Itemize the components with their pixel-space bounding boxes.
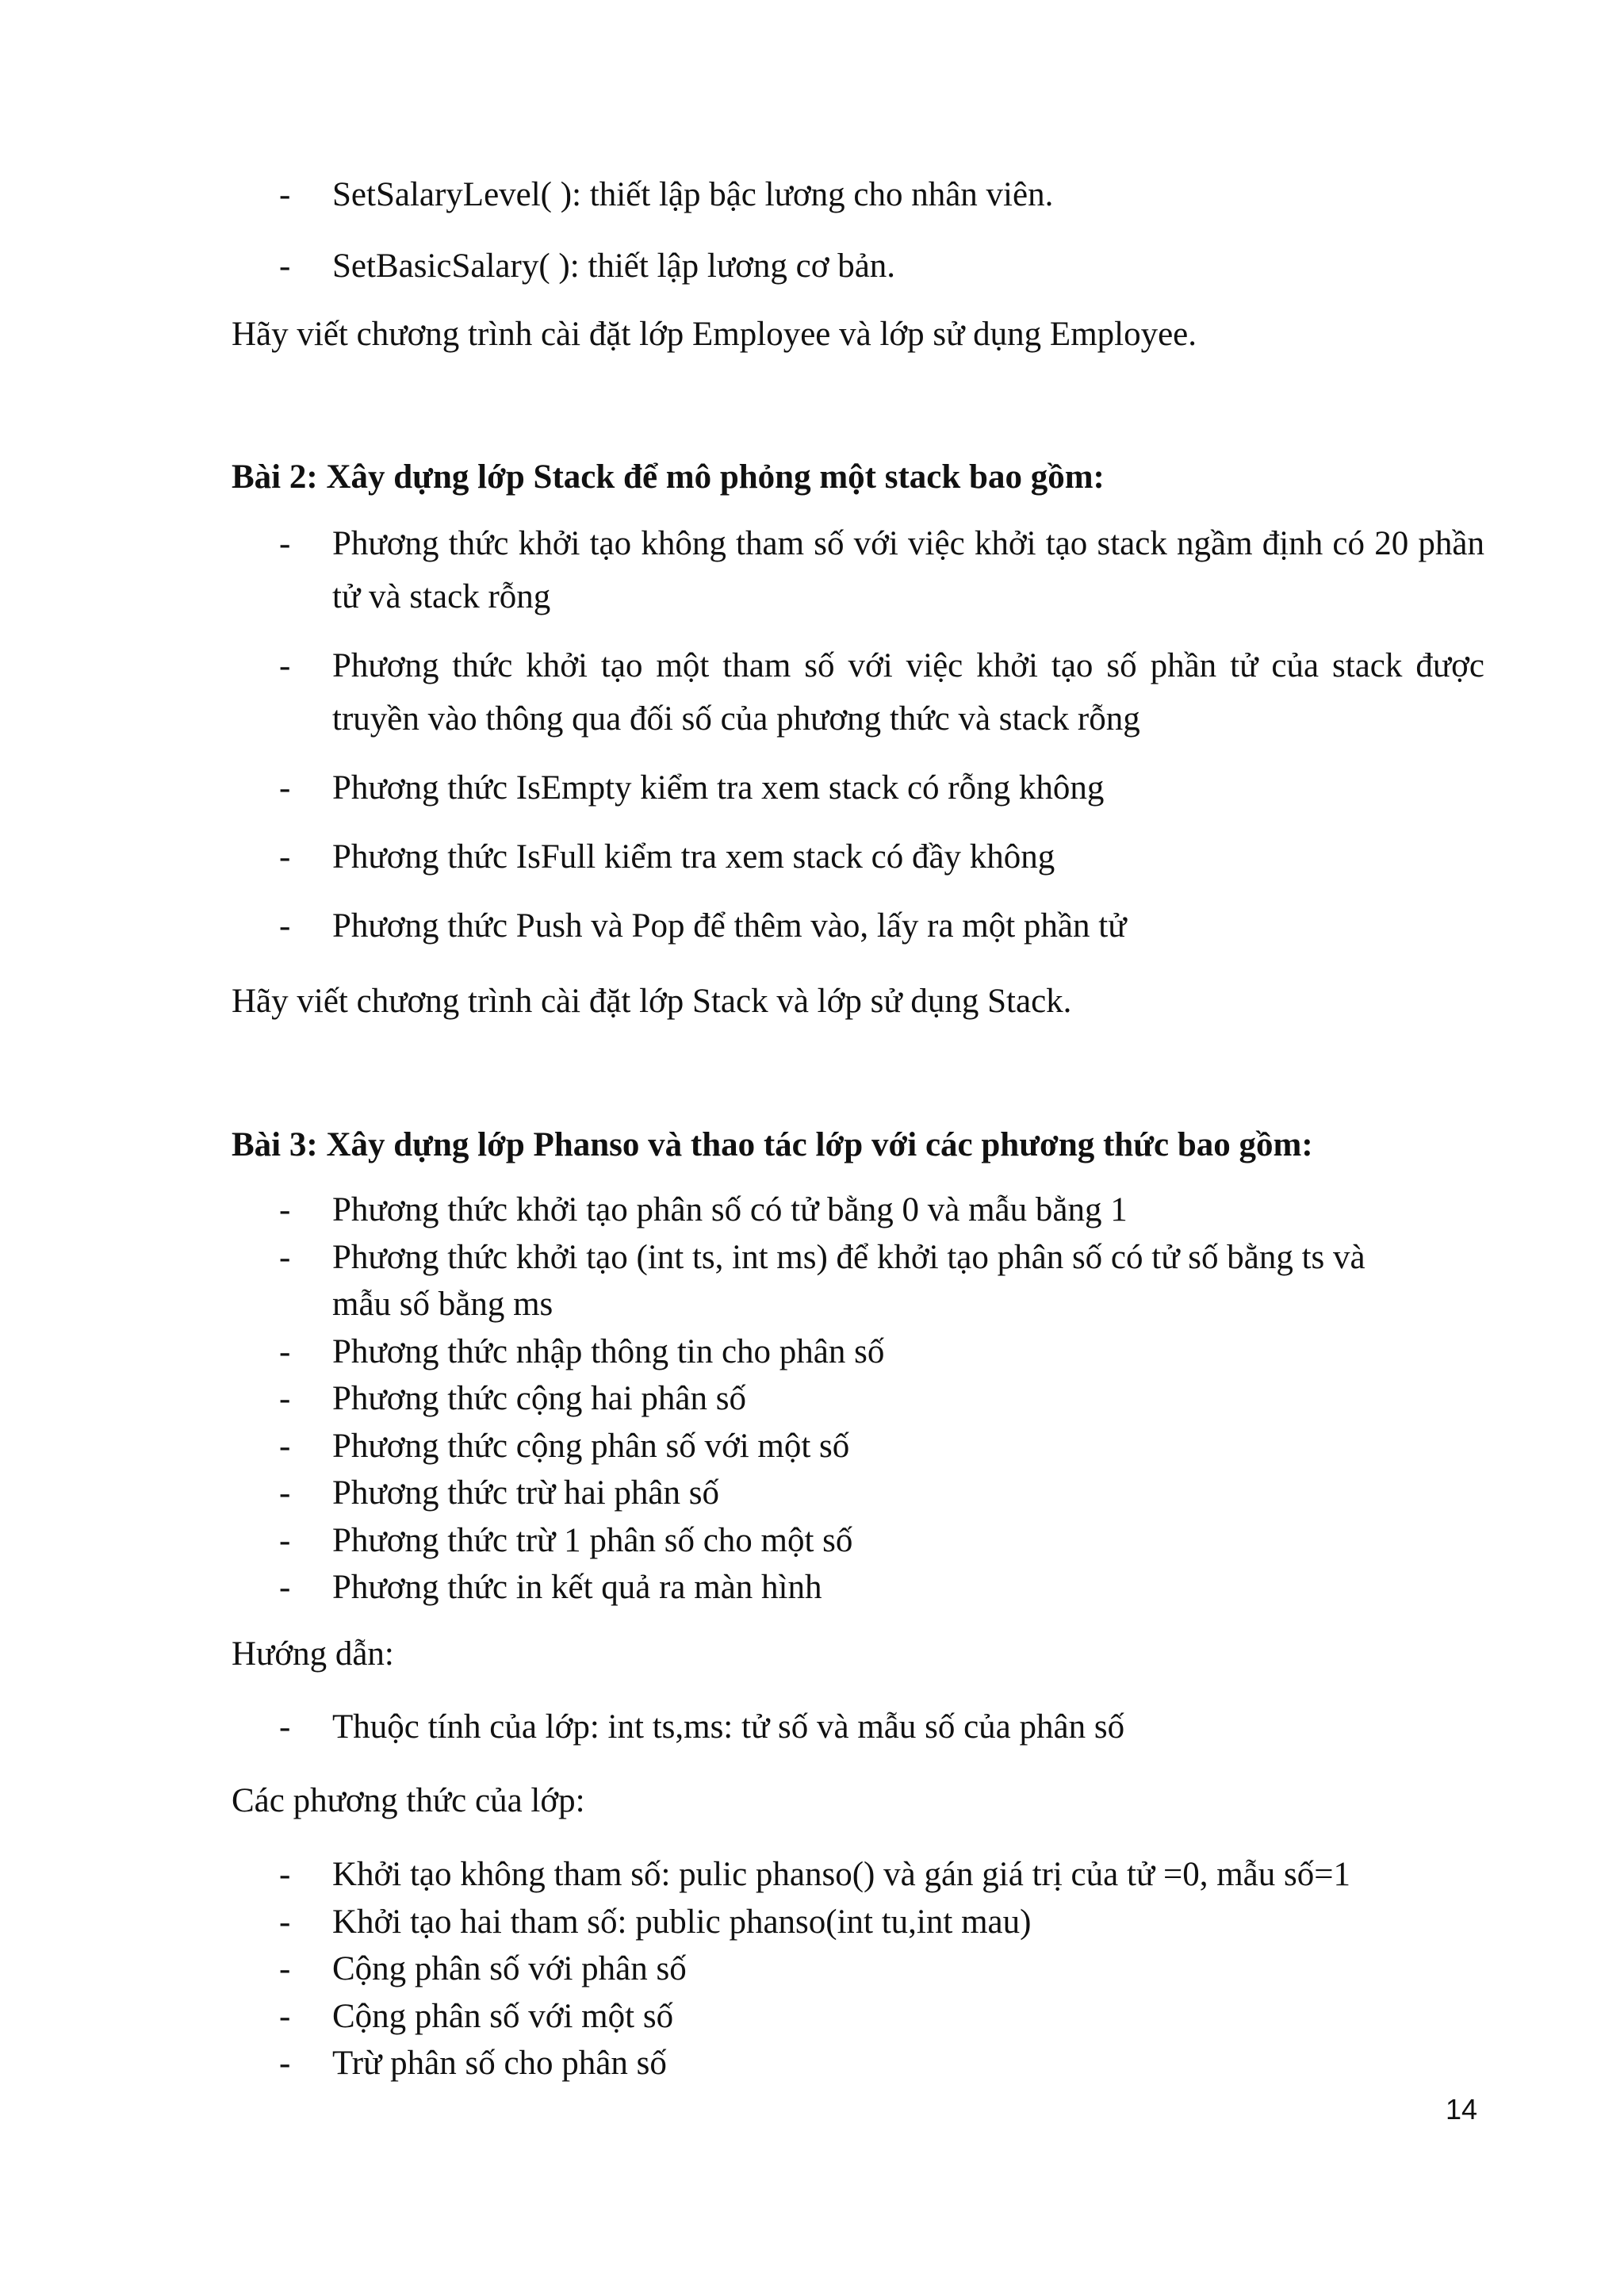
methods-label: Các phương thức của lớp: — [232, 1782, 585, 1819]
list-item: - Phương thức Push và Pop để thêm vào, lấy ra một phần tử — [232, 899, 1484, 953]
list-item: - Phương thức khởi tạo một tham số với việc khởi tạo số phần tử của stack được truyền vào thông qua đối số của phương thức và stack rỗng — [232, 639, 1484, 746]
list-item: - Khởi tạo không tham số: pulic phanso() và gán giá trị của tử =0, mẫu số=1 — [232, 1851, 1484, 1899]
bai3-heading: Bài 3: Xây dựng lớp Phanso và thao tác lớp với các phương thức bao gồm: — [232, 1126, 1313, 1163]
methods-list — [232, 1851, 1484, 2087]
bai2-closing-text: Hãy viết chương trình cài đặt lớp Stack và lớp sử dụng Stack. — [232, 983, 1072, 1020]
employee-method-list — [232, 168, 1484, 293]
list-item: - Phương thức IsFull kiểm tra xem stack có đầy không — [232, 830, 1484, 884]
list-item: - Cộng phân số với một số — [232, 1993, 1484, 2041]
guide-list — [232, 1700, 1484, 1754]
list-item: - Phương thức khởi tạo phân số có tử bằng 0 và mẫu bằng 1 — [232, 1186, 1484, 1234]
list-item: - Phương thức cộng hai phân số — [232, 1375, 1484, 1423]
list-item: - SetBasicSalary( ): thiết lập lương cơ bản. — [232, 240, 1484, 293]
list-item: - Cộng phân số với phân số — [232, 1945, 1484, 1993]
list-item: - Khởi tạo hai tham số: public phanso(int tu,int mau) — [232, 1899, 1484, 1946]
list-item: - Thuộc tính của lớp: int ts,ms: tử số và mẫu số của phân số — [232, 1700, 1484, 1754]
list-item: - SetSalaryLevel( ): thiết lập bậc lương cho nhân viên. — [232, 168, 1484, 221]
list-item: - Phương thức trừ 1 phân số cho một số — [232, 1517, 1484, 1565]
list-item: - Phương thức khởi tạo không tham số với việc khởi tạo stack ngầm định có 20 phần tử và stack rỗng — [232, 517, 1484, 623]
employee-closing-text: Hãy viết chương trình cài đặt lớp Employee và lớp sử dụng Employee. — [232, 316, 1197, 353]
list-item: - Phương thức IsEmpty kiểm tra xem stack có rỗng không — [232, 761, 1484, 815]
page-number: 14 — [1445, 2093, 1477, 2125]
list-item: - Phương thức in kết quả ra màn hình — [232, 1564, 1484, 1612]
bai2-heading: Bài 2: Xây dựng lớp Stack để mô phỏng một stack bao gồm: — [232, 458, 1105, 496]
guide-label: Hướng dẫn: — [232, 1635, 394, 1673]
list-item: - Phương thức cộng phân số với một số — [232, 1423, 1484, 1470]
bai3-list — [232, 1186, 1484, 1612]
bai2-list — [232, 517, 1484, 953]
list-item: - Phương thức nhập thông tin cho phân số — [232, 1328, 1484, 1376]
list-item: - Trừ phân số cho phân số — [232, 2040, 1484, 2087]
list-item: - Phương thức trừ hai phân số — [232, 1470, 1484, 1517]
list-item: - Phương thức khởi tạo (int ts, int ms) để khởi tạo phân số có tử số bằng ts và mẫu số bằng ms — [232, 1234, 1484, 1328]
